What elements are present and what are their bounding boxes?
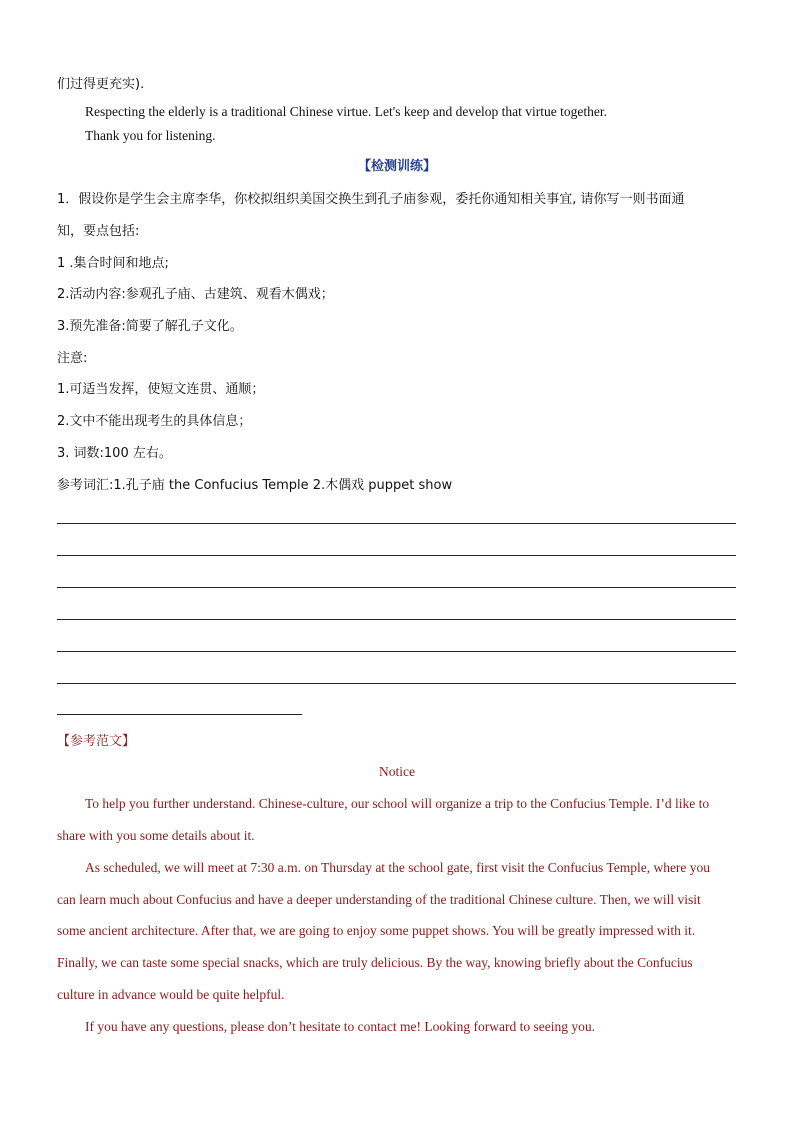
task-point-2: 2.活动内容:参观孔子庙、古建筑、观看木偶戏；	[57, 287, 334, 302]
vocab-hint: 参考词汇:1.孔子庙 the Confucius Temple 2.木偶戏 puppet show	[57, 478, 453, 493]
task-prompt-line-1: 1．假设你是学生会主席李华，你校拟组织美国交换生到孔子庙参观，委托你通知相关事宜, 请你写一则书面通	[57, 192, 685, 207]
intro-line-1: 们过得更充实).	[57, 77, 145, 92]
writing-line-short	[57, 714, 302, 715]
task-prompt-line-2: 知，要点包括:	[57, 224, 140, 239]
answer-title: Notice	[379, 764, 415, 779]
writing-line	[57, 555, 736, 556]
answer-p2-line-1: As scheduled, we will meet at 7:30 a.m. on Thursday at the school gate, first visit the Confucius Temple, where you	[85, 860, 711, 875]
note-1: 1.可适当发挥，使短文连贯、通顺；	[57, 382, 265, 397]
writing-line	[57, 651, 736, 652]
note-3: 3. 词数:100 左右。	[57, 446, 172, 461]
answer-p2-line-5: culture in advance would be quite helpful.	[57, 987, 285, 1002]
task-point-1: 1 .集合时间和地点;	[57, 256, 169, 271]
answer-heading: 【参考范文】	[57, 734, 136, 749]
answer-p3: If you have any questions, please don’t hesitate to contact me! Looking forward to seeing you.	[85, 1019, 595, 1034]
answer-p2-line-3: some ancient architecture. After that, we are going to enjoy some puppet shows. You will be greatly impressed with it.	[57, 923, 696, 938]
writing-line	[57, 683, 736, 684]
section-heading: 【检测训练】	[357, 159, 436, 174]
answer-p2-line-2: can learn much about Confucius and have a deeper understanding of the traditional Chinese culture. Then, we will visit	[57, 892, 701, 907]
note-title: 注意:	[57, 351, 88, 366]
answer-p1-line-1: To help you further understand. Chinese-culture, our school will organize a trip to the Confucius Temple. I’d like to	[85, 796, 710, 811]
intro-line-2: Respecting the elderly is a traditional Chinese virtue. Let's keep and develop that virtue together.	[85, 104, 608, 119]
answer-p1-line-2: share with you some details about it.	[57, 828, 255, 843]
writing-line	[57, 523, 736, 524]
note-2: 2.文中不能出现考生的具体信息；	[57, 414, 252, 429]
task-point-3: 3.预先准备:简要了解孔子文化。	[57, 319, 243, 334]
writing-line	[57, 619, 736, 620]
intro-line-3: Thank you for listening.	[85, 128, 216, 143]
answer-p2-line-4: Finally, we can taste some special snacks, which are truly delicious. By the way, knowing briefly about the Confucius	[57, 955, 693, 970]
writing-line	[57, 587, 736, 588]
